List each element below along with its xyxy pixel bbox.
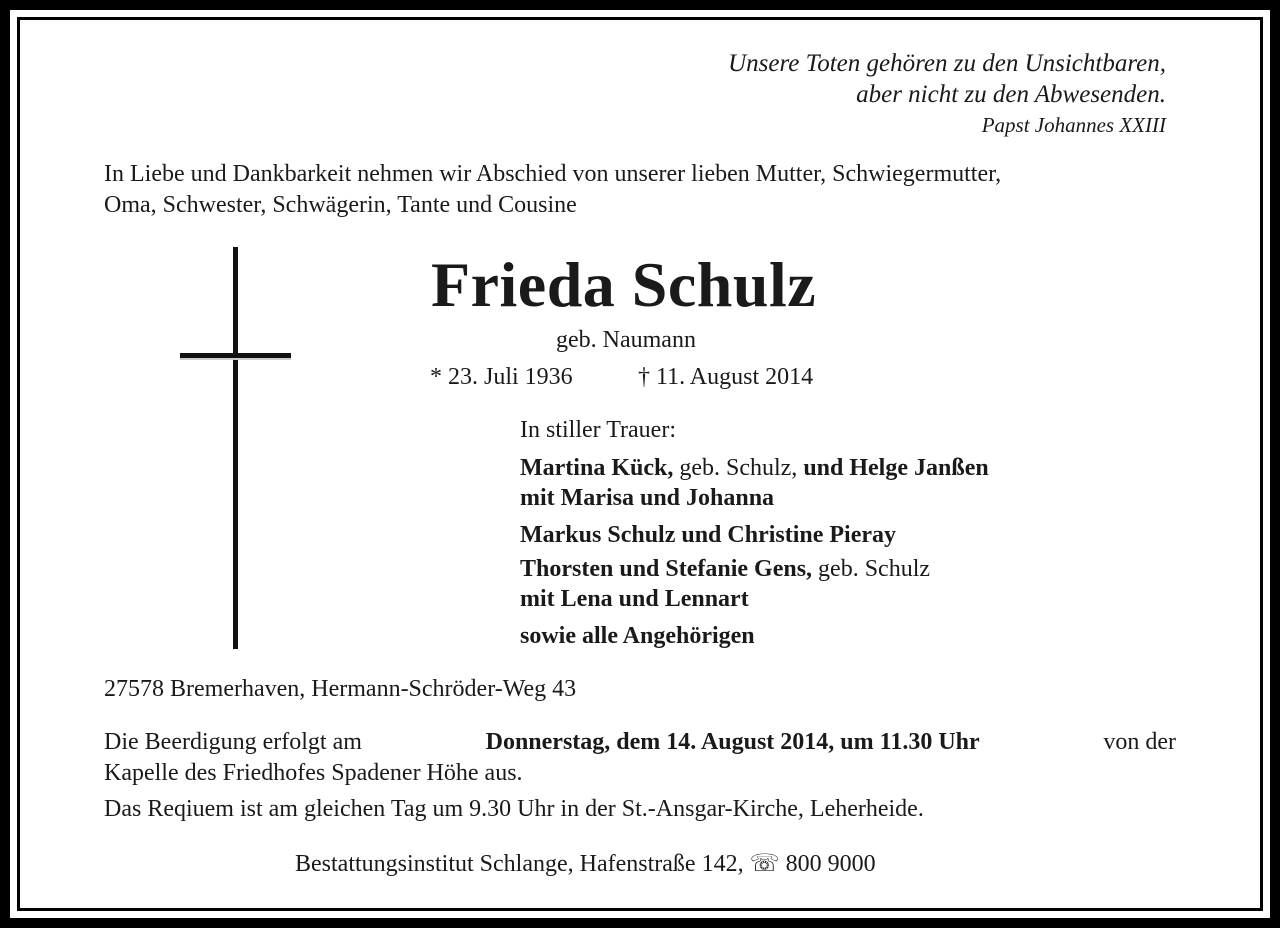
funeral-post: von der	[1103, 729, 1176, 755]
maiden-name: geb. Naumann	[556, 327, 696, 353]
intro-line-2: Oma, Schwester, Schwägerin, Tante und Cousine	[104, 192, 577, 218]
quote-line-1: Unsere Toten gehören zu den Unsichtbaren,	[728, 50, 1166, 77]
undertaker-text: Bestattungsinstitut Schlange, Hafenstraße 142,	[295, 851, 750, 877]
mourners-heading: In stiller Trauer:	[520, 417, 676, 443]
funeral-pre: Die Beerdigung erfolgt am	[104, 729, 362, 755]
death-date: † 11. August 2014	[638, 364, 814, 390]
address: 27578 Bremerhaven, Hermann-Schröder-Weg 43	[104, 676, 577, 702]
deceased-name: Frieda Schulz	[431, 249, 817, 320]
telephone-icon: ☏	[749, 851, 780, 877]
mourner-maiden: geb. Schulz,	[673, 455, 804, 481]
undertaker	[295, 849, 876, 878]
mourner-partner: und Helge Janßen	[803, 455, 989, 481]
mourner-maiden: geb. Schulz	[812, 556, 931, 582]
funeral-line-1	[104, 729, 1176, 756]
funeral-line-2: Kapelle des Friedhofes Spadener Höhe aus.	[104, 760, 523, 786]
mourner-row-4	[520, 556, 930, 583]
mourner-row-1	[520, 455, 989, 482]
mourner-row-3: Markus Schulz und Christine Pieray	[520, 522, 897, 548]
intro-line-1: In Liebe und Dankbarkeit nehmen wir Abschied von unserer lieben Mutter, Schwiegermutter,	[104, 161, 1002, 187]
mourner-row-5: mit Lena und Lennart	[520, 586, 749, 612]
quote-line-2: aber nicht zu den Abwesenden.	[856, 81, 1166, 108]
mourner-name: Thorsten und Stefanie Gens,	[520, 556, 813, 582]
mourner-name: Martina Kück,	[520, 455, 674, 481]
quote-author: Papst Johannes XXIII	[981, 113, 1166, 137]
requiem: Das Reqiuem ist am gleichen Tag um 9.30 Uhr in der St.-Ansgar-Kirche, Leherheide.	[104, 796, 924, 822]
mourner-row-2: mit Marisa und Johanna	[520, 485, 775, 511]
notice-page	[10, 10, 1270, 918]
funeral-date: Donnerstag, dem 14. August 2014, um 11.30 Uhr	[485, 729, 980, 755]
undertaker-phone: 800 9000	[785, 851, 876, 877]
birth-date: * 23. Juli 1936	[430, 364, 573, 390]
mourner-row-6: sowie alle Angehörigen	[520, 623, 755, 649]
